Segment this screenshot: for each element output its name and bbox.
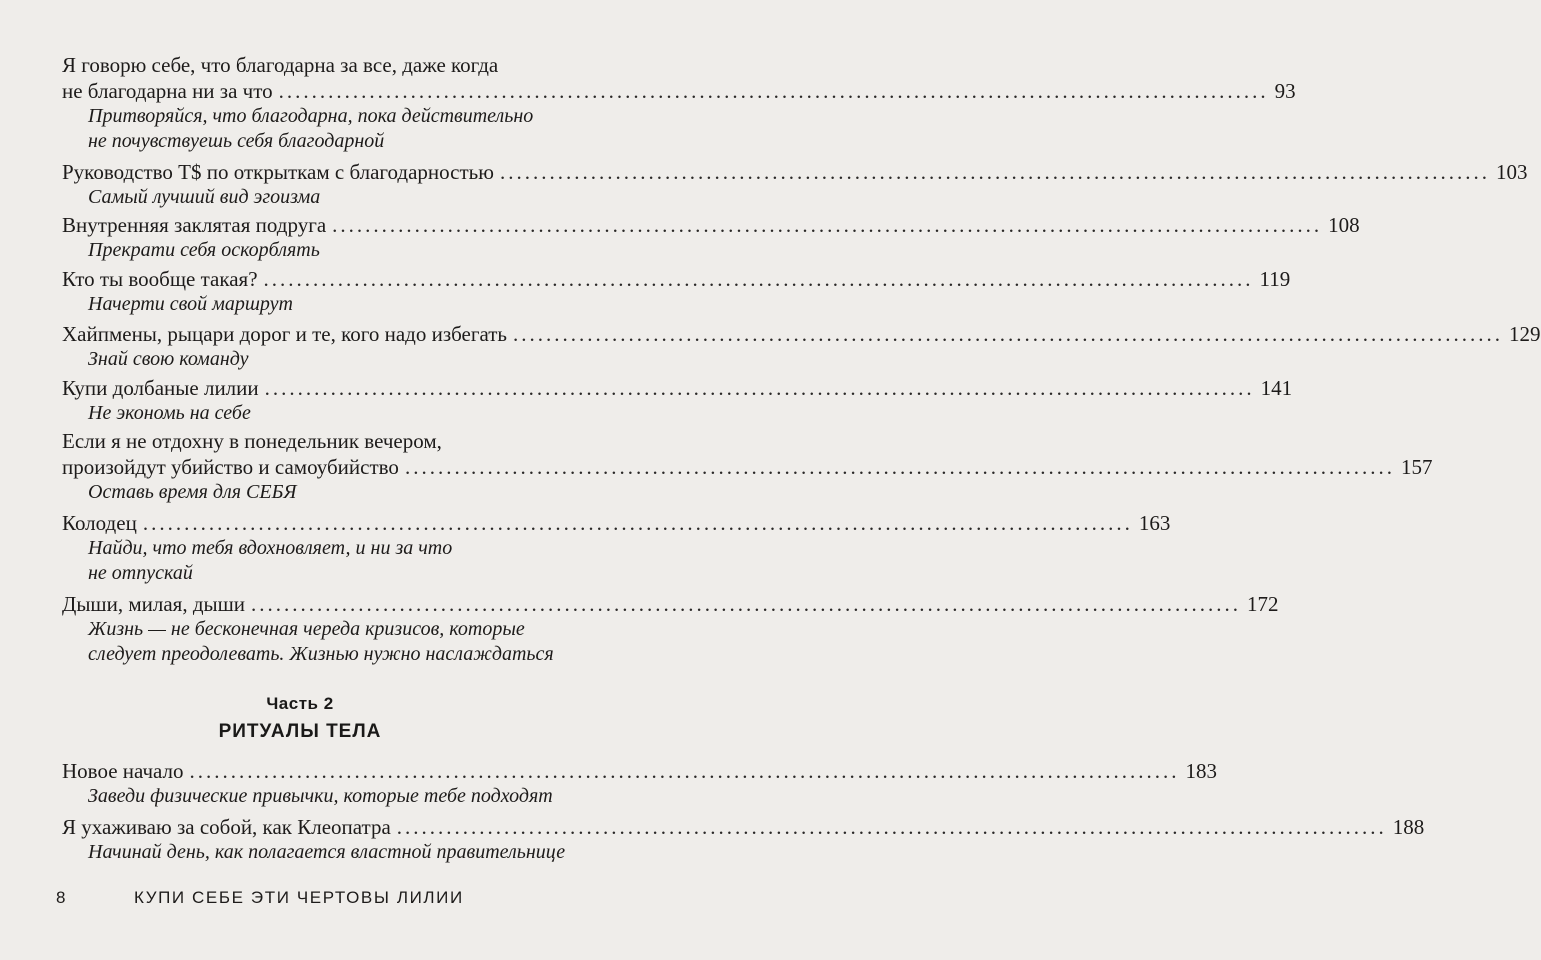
entry-title-line: не благодарна ни за что bbox=[62, 79, 273, 103]
page-number: 183 bbox=[1185, 759, 1218, 783]
entry-title-row bbox=[62, 814, 1425, 840]
entry-title-row bbox=[62, 266, 1291, 292]
toc-entry bbox=[62, 266, 1291, 317]
page-number: 93 bbox=[1274, 79, 1296, 103]
leader-dots: ........................................................................................................................ bbox=[142, 511, 1133, 535]
entry-title-row bbox=[62, 212, 1360, 238]
entry-subtitle: Прекрати себя оскорблять bbox=[88, 239, 320, 261]
entry-title-line: Я ухаживаю за собой, как Клеопатра bbox=[62, 815, 391, 839]
entry-subtitle: Заведи физические привычки, которые тебе подходят bbox=[88, 785, 553, 807]
toc-entry bbox=[62, 375, 1293, 426]
page-number: 129 bbox=[1509, 322, 1541, 346]
toc-entry bbox=[62, 758, 1218, 809]
toc-entry bbox=[62, 814, 1425, 865]
entry-subtitle: не почувствуешь себя благодарной bbox=[88, 130, 385, 152]
entry-subtitle: Не экономь на себе bbox=[88, 402, 251, 424]
toc-entry bbox=[62, 428, 1433, 505]
entry-subtitle: Начерти свой маршрут bbox=[88, 293, 293, 315]
page-number: 157 bbox=[1400, 455, 1433, 479]
entry-title-row bbox=[62, 510, 1171, 536]
entry-title-row bbox=[62, 321, 1541, 347]
entry-subtitle: Самый лучший вид эгоизма bbox=[88, 186, 321, 208]
entry-title-line: произойдут убийство и самоубийство bbox=[62, 455, 399, 479]
entry-title-row bbox=[62, 454, 1433, 480]
page-number: 108 bbox=[1328, 213, 1360, 237]
toc-entry bbox=[62, 212, 1360, 263]
leader-dots: ........................................................................................................................ bbox=[404, 455, 1395, 479]
footer-book-title: КУПИ СЕБЕ ЭТИ ЧЕРТОВЫ ЛИЛИИ bbox=[134, 888, 464, 907]
page-number: 103 bbox=[1495, 160, 1528, 184]
leader-dots: ........................................................................................................................ bbox=[332, 213, 1323, 237]
page-number: 119 bbox=[1259, 267, 1291, 291]
entry-title-line: Новое начало bbox=[62, 759, 184, 783]
toc-entry bbox=[62, 321, 1541, 372]
entry-subtitle: Найди, что тебя вдохновляет, и ни за что bbox=[88, 537, 453, 559]
page-number: 172 bbox=[1247, 592, 1279, 616]
entry-subtitle: не отпускай bbox=[88, 562, 193, 584]
entry-subtitle: Знай свою команду bbox=[88, 348, 249, 370]
page-number: 141 bbox=[1260, 376, 1293, 400]
entry-subtitle: Притворяйся, что благодарна, пока действительно bbox=[88, 105, 534, 127]
entry-title-row bbox=[62, 78, 1296, 104]
toc-entry bbox=[62, 52, 1296, 154]
entry-title-line: Хайпмены, рыцари дорог и те, кого надо избегать bbox=[62, 322, 507, 346]
toc-entry bbox=[62, 510, 1171, 586]
page-number: 188 bbox=[1392, 815, 1425, 839]
page-number: 163 bbox=[1138, 511, 1171, 535]
part-heading-title bbox=[0, 721, 600, 743]
entry-title-line: Я говорю себе, что благодарна за все, даже когда bbox=[62, 53, 499, 77]
footer-page-number: 8 bbox=[56, 888, 67, 907]
toc-entry bbox=[62, 159, 1528, 210]
entry-title-row bbox=[62, 375, 1293, 401]
entry-title-line: Внутренняя заклятая подруга bbox=[62, 213, 327, 237]
leader-dots: ........................................................................................................................ bbox=[189, 759, 1180, 783]
part-heading bbox=[0, 694, 600, 714]
part-label: Часть 2 bbox=[266, 694, 334, 713]
leader-dots: ........................................................................................................................ bbox=[251, 592, 1242, 616]
entry-title-line: Дыши, милая, дыши bbox=[62, 592, 246, 616]
entry-title-row bbox=[62, 758, 1218, 784]
entry-title-row bbox=[62, 591, 1279, 617]
entry-title-line: Кто ты вообще такая? bbox=[62, 267, 258, 291]
entry-title-line: Руководство T$ по открыткам с благодарностью bbox=[62, 160, 494, 184]
leader-dots: ........................................................................................................................ bbox=[513, 322, 1503, 346]
toc-entry bbox=[62, 591, 1279, 667]
entry-subtitle: Начинай день, как полагается властной правительнице bbox=[88, 841, 566, 863]
entry-subtitle: следует преодолевать. Жизнью нужно наслаждаться bbox=[88, 643, 554, 665]
entry-title-line: Купи долбаные лилии bbox=[62, 376, 259, 400]
entry-subtitle: Жизнь — не бесконечная череда кризисов, которые bbox=[88, 618, 525, 640]
part-title: РИТУАЛЫ ТЕЛА bbox=[218, 721, 382, 742]
leader-dots: ........................................................................................................................ bbox=[278, 79, 1269, 103]
leader-dots: ........................................................................................................................ bbox=[263, 267, 1254, 291]
entry-title-row bbox=[62, 159, 1528, 185]
leader-dots: ........................................................................................................................ bbox=[396, 815, 1387, 839]
leader-dots: ........................................................................................................................ bbox=[264, 376, 1255, 400]
entry-title-line: Колодец bbox=[62, 511, 137, 535]
entry-subtitle: Оставь время для СЕБЯ bbox=[88, 481, 297, 503]
entry-title-line: Если я не отдохну в понедельник вечером, bbox=[62, 429, 442, 453]
leader-dots: ........................................................................................................................ bbox=[499, 160, 1490, 184]
